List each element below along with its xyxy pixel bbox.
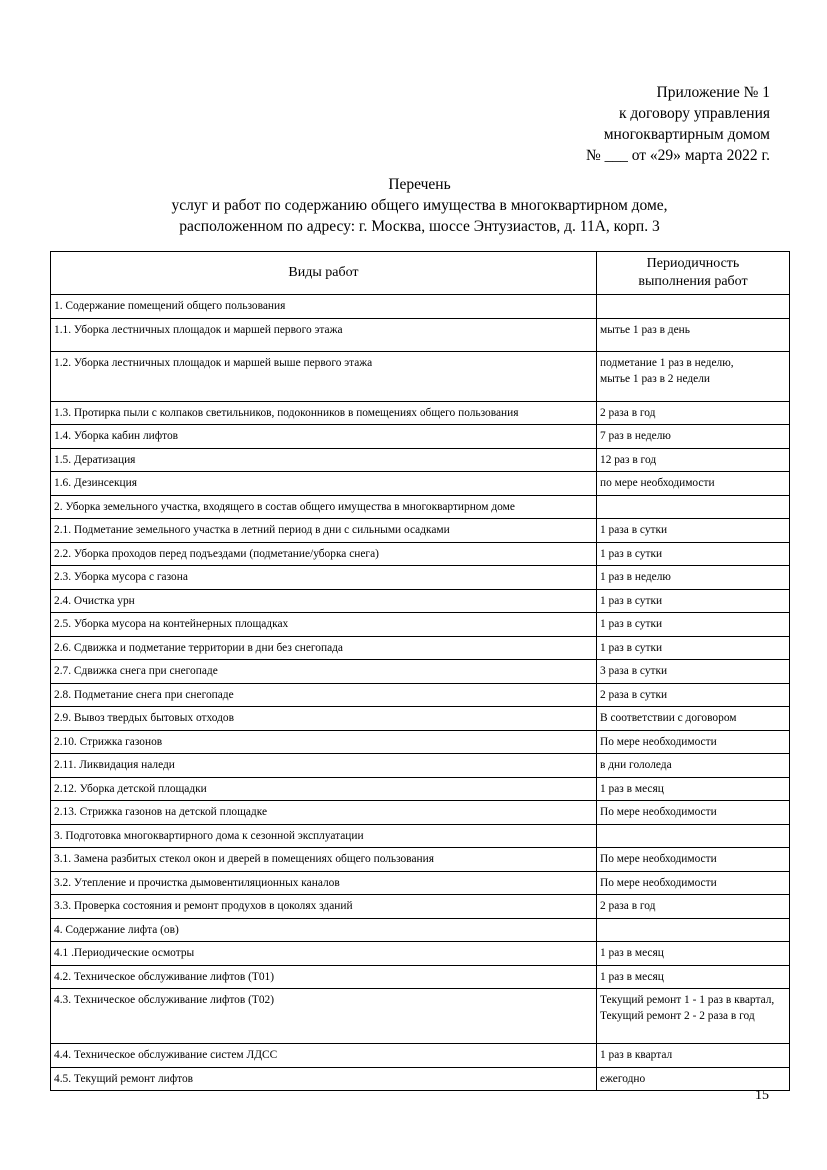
table-row	[51, 425, 790, 449]
table-row	[51, 965, 790, 989]
page-number: 15	[755, 1088, 769, 1103]
work-cell: 1.2. Уборка лестничных площадок и маршей выше первого этажа	[51, 351, 597, 401]
period-line-1: подметание 1 раз в неделю,	[600, 356, 734, 369]
period-cell: 7 раз в неделю	[597, 425, 790, 449]
period-cell: в дни гололеда	[597, 754, 790, 778]
work-cell: 4.5. Текущий ремонт лифтов	[51, 1067, 597, 1091]
work-cell: 2.13. Стрижка газонов на детской площадке	[51, 801, 597, 825]
table-row	[51, 918, 790, 942]
table-row	[51, 589, 790, 613]
period-cell: 1 раз в месяц	[597, 942, 790, 966]
table-row	[51, 295, 790, 319]
period-cell: По мере необходимости	[597, 730, 790, 754]
appendix-line-2: к договору управления	[618, 105, 770, 122]
period-cell	[597, 918, 790, 942]
work-cell: 1. Содержание помещений общего пользования	[51, 295, 597, 319]
period-cell: 1 раза в сутки	[597, 519, 790, 543]
period-cell: мытье 1 раз в день	[597, 318, 790, 351]
work-cell: 2.6. Сдвижка и подметание территории в дни без снегопада	[51, 636, 597, 660]
header-periodicity-line-2: выполнения работ	[638, 274, 748, 289]
table-row	[51, 660, 790, 684]
header-periodicity	[597, 252, 790, 295]
work-cell: 3.2. Утепление и прочистка дымовентиляционных каналов	[51, 871, 597, 895]
table-row	[51, 801, 790, 825]
table-row	[51, 754, 790, 778]
work-cell: 2. Уборка земельного участка, входящего в состав общего имущества в многоквартирном доме	[51, 495, 597, 519]
period-cell: 2 раза в сутки	[597, 683, 790, 707]
table-row	[51, 519, 790, 543]
period-cell	[597, 351, 790, 401]
appendix-line-1: Приложение № 1	[656, 84, 770, 101]
period-cell: 1 раз в сутки	[597, 589, 790, 613]
period-cell: 1 раз в месяц	[597, 965, 790, 989]
period-cell: ежегодно	[597, 1067, 790, 1091]
work-cell: 4.2. Техническое обслуживание лифтов (Т01)	[51, 965, 597, 989]
document-title	[50, 174, 789, 237]
period-cell: В соответствии с договором	[597, 707, 790, 731]
period-line-2: Текущий ремонт 2 - 2 раза в год	[600, 1010, 755, 1022]
table-row	[51, 613, 790, 637]
work-cell: 1.5. Дератизация	[51, 448, 597, 472]
period-cell: 2 раза в год	[597, 895, 790, 919]
period-cell: по мере необходимости	[597, 472, 790, 496]
work-cell: 2.1. Подметание земельного участка в летний период в дни с сильными осадками	[51, 519, 597, 543]
appendix-line-3: многоквартирным домом	[603, 126, 770, 143]
table-row	[51, 683, 790, 707]
table-row	[51, 636, 790, 660]
table-row	[51, 351, 790, 401]
work-cell: 3.1. Замена разбитых стекол окон и дверей в помещениях общего пользования	[51, 848, 597, 872]
period-cell: По мере необходимости	[597, 871, 790, 895]
works-table	[50, 251, 790, 1091]
table-row	[51, 777, 790, 801]
work-cell: 1.6. Дезинсекция	[51, 472, 597, 496]
table-row	[51, 730, 790, 754]
period-cell	[597, 295, 790, 319]
table-row	[51, 942, 790, 966]
work-cell: 4.3. Техническое обслуживание лифтов (Т02)	[51, 989, 597, 1044]
work-cell: 2.8. Подметание снега при снегопаде	[51, 683, 597, 707]
table-row	[51, 448, 790, 472]
period-line-1: Текущий ремонт 1 - 1 раз в квартал,	[600, 994, 775, 1006]
period-cell: 12 раз в год	[597, 448, 790, 472]
table-row	[51, 871, 790, 895]
period-cell: 1 раз в месяц	[597, 777, 790, 801]
work-cell: 3. Подготовка многоквартирного дома к сезонной эксплуатации	[51, 824, 597, 848]
work-cell: 2.12. Уборка детской площадки	[51, 777, 597, 801]
period-cell	[597, 495, 790, 519]
work-cell: 2.5. Уборка мусора на контейнерных площадках	[51, 613, 597, 637]
period-cell	[597, 824, 790, 848]
work-cell: 2.9. Вывоз твердых бытовых отходов	[51, 707, 597, 731]
table-header-row	[51, 252, 790, 295]
period-cell: По мере необходимости	[597, 848, 790, 872]
work-cell: 2.7. Сдвижка снега при снегопаде	[51, 660, 597, 684]
table-row	[51, 1044, 790, 1068]
table-row	[51, 848, 790, 872]
period-cell: 2 раза в год	[597, 401, 790, 425]
table-row	[51, 707, 790, 731]
header-periodicity-line-1: Периодичность	[646, 256, 740, 271]
work-cell: 2.2. Уборка проходов перед подъездами (подметание/уборка снега)	[51, 542, 597, 566]
table-row	[51, 989, 790, 1044]
period-cell: 1 раз в квартал	[597, 1044, 790, 1068]
table-row	[51, 1067, 790, 1091]
work-cell: 2.3. Уборка мусора с газона	[51, 566, 597, 590]
work-cell: 4.4. Техническое обслуживание систем ЛДСС	[51, 1044, 597, 1068]
work-cell: 1.1. Уборка лестничных площадок и маршей первого этажа	[51, 318, 597, 351]
period-cell: 1 раз в сутки	[597, 613, 790, 637]
table-row	[51, 542, 790, 566]
appendix-header	[370, 82, 770, 166]
title-line-3: расположенном по адресу: г. Москва, шоссе Энтузиастов, д. 11А, корп. 3	[179, 218, 660, 235]
title-line-1: Перечень	[388, 176, 451, 193]
work-cell: 4.1 .Периодические осмотры	[51, 942, 597, 966]
work-cell: 4. Содержание лифта (ов)	[51, 918, 597, 942]
table-row	[51, 495, 790, 519]
table-row	[51, 895, 790, 919]
work-cell: 3.3. Проверка состояния и ремонт продухов в цоколях зданий	[51, 895, 597, 919]
period-cell: 1 раз в неделю	[597, 566, 790, 590]
table-row	[51, 318, 790, 351]
work-cell: 2.10. Стрижка газонов	[51, 730, 597, 754]
work-cell: 2.4. Очистка урн	[51, 589, 597, 613]
table-row	[51, 824, 790, 848]
title-line-2: услуг и работ по содержанию общего имущества в многоквартирном доме,	[171, 197, 668, 214]
period-cell	[597, 989, 790, 1044]
header-work-types: Виды работ	[51, 252, 597, 295]
period-line-2: мытье 1 раз в 2 недели	[600, 372, 710, 385]
period-cell: По мере необходимости	[597, 801, 790, 825]
table-row	[51, 472, 790, 496]
period-cell: 3 раза в сутки	[597, 660, 790, 684]
period-cell: 1 раз в сутки	[597, 636, 790, 660]
work-cell: 1.4. Уборка кабин лифтов	[51, 425, 597, 449]
period-cell: 1 раз в сутки	[597, 542, 790, 566]
table-row	[51, 401, 790, 425]
work-cell: 2.11. Ликвидация наледи	[51, 754, 597, 778]
appendix-line-4: № ___ от «29» марта 2022 г.	[585, 147, 770, 164]
work-cell: 1.3. Протирка пыли с колпаков светильников, подоконников в помещениях общего пользования	[51, 401, 597, 425]
table-row	[51, 566, 790, 590]
